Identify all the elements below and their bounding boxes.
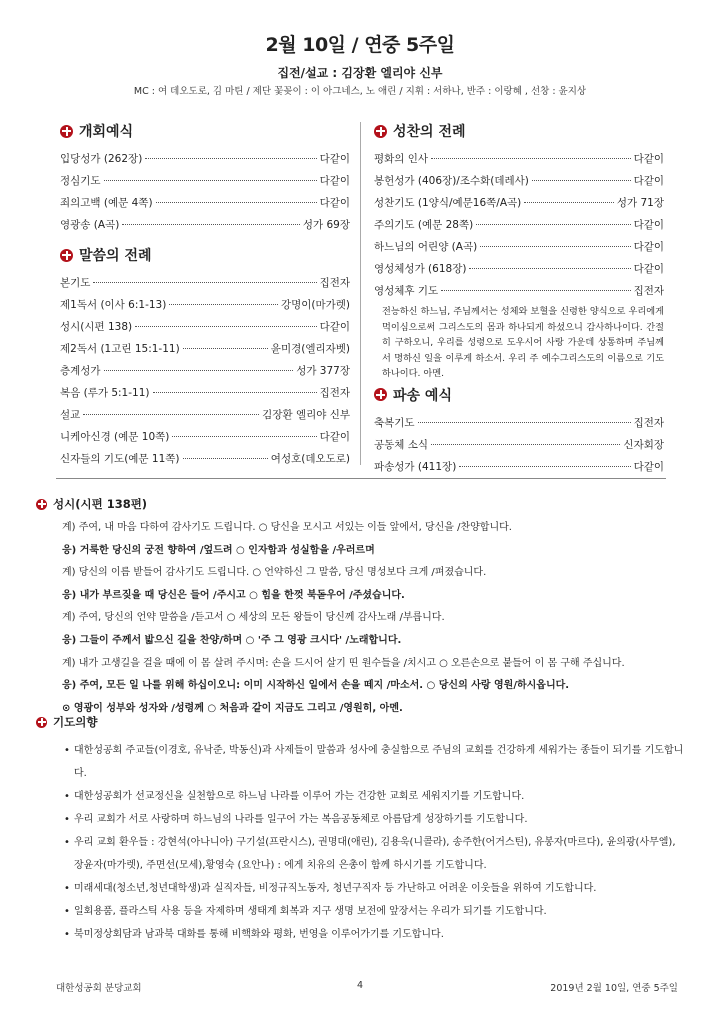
footer-date: 2019년 2월 10일, 연중 5주일	[550, 983, 678, 994]
section-title: 성시(시편 138편)	[53, 497, 148, 511]
cross-icon	[60, 125, 73, 138]
intention-item: • 일회용품, 플라스틱 사용 등을 자제하며 생태계 회복과 지구 생명 보전에 앞장서는 우리가 되기를 기도합니다.	[36, 900, 686, 923]
church-name: 대한성공회 분당교회	[56, 983, 142, 994]
section-title: 말씀의 전례	[79, 248, 152, 264]
column-divider	[360, 122, 361, 465]
order-item: 제1독서 (이사 6:1-13) 강명이(마가렛)	[60, 299, 350, 311]
intention-item: • 북미정상회담과 남과북 대화를 통해 비핵화와 평화, 번영을 이루어가기를 기도합니다.	[36, 923, 686, 946]
psalm-response: 응) 주여, 모든 일 나를 위해 하십이오니: 이미 시작하신 일에서 손을 떼지 /마소서. ○ 당신의 사랑 영원/하시옵니다.	[62, 680, 570, 692]
right-column	[374, 118, 664, 478]
order-item: 복음 (루가 5:1-11) 집전자	[60, 387, 350, 399]
psalm-section	[36, 493, 676, 720]
cross-icon	[36, 499, 47, 510]
intention-item: • 우리 교회가 서로 사랑하며 하느님의 나라를 일구어 가는 복음공동체로 아름답게 성장하기를 기도합니다.	[36, 808, 686, 831]
order-item: 제2독서 (1고린 15:1-11) 윤미경(엘리자벳)	[60, 343, 350, 355]
psalm-doxology: ⊙ 영광이 성부와 성자와 /성령께 ○ 처음과 같이 지금도 그리고 /영원히, 아멘.	[62, 702, 403, 714]
order-item: 정심기도 다같이	[60, 175, 350, 187]
order-item: 영광송 (A곡) 성가 69장	[60, 219, 350, 231]
section-heading-dismissal	[374, 384, 664, 406]
cross-icon	[60, 249, 73, 262]
celebrant-line: 집전/설교 : 김장환 엘리야 신부	[277, 66, 443, 80]
section-heading-psalm	[36, 495, 676, 513]
order-item: 평화의 인사 다같이	[374, 153, 664, 165]
section-heading-intentions	[36, 713, 686, 731]
intention-item: • 우리 교회 환우들 : 강현석(아나니아) 구기설(프란시스), 권명대(애린), 김용욱(니콜라), 송주한(어거스틴), 유봉자(마르다), 윤의광(사무엘), 장윤자(마가렛), 주면선(모세),황영숙 (요안나) : 에게 치유의 은총이 함께 하시기를 기도합니다.	[36, 831, 686, 877]
psalm-response: 응) 내가 부르짖을 때 당신은 들어 /주시고 ○ 힘을 한껏 북돋우어 /주셨습니다.	[62, 589, 405, 601]
psalm-verse: 계) 내가 고생길을 걸을 때에 이 몸 살려 주시며: 손을 드시어 살기 띤 원수들을 /치시고 ○ 오른손으로 붙들어 이 몸 구해 주십니다.	[62, 657, 625, 669]
order-item: 성시(시편 138) 다같이	[60, 321, 350, 333]
order-item: 입당성가 (262장) 다같이	[60, 153, 350, 165]
order-item: 본기도 집전자	[60, 277, 350, 289]
order-item: 주의기도 (예문 28쪽) 다같이	[374, 219, 664, 231]
credits-line: MC : 여 데오도로, 김 마틴 / 제단 꽃꽂이 : 이 아그네스, 노 애린 / 지휘 : 서하나, 반주 : 이랑혜 , 선창 : 윤지상	[133, 86, 587, 97]
order-item: 층계성가 성가 377장	[60, 365, 350, 377]
order-item: 죄의고백 (예문 4쪽) 다같이	[60, 197, 350, 209]
section-heading-opening	[60, 120, 350, 142]
section-heading-word	[60, 244, 350, 266]
order-item: 공동체 소식 신자회장	[374, 438, 664, 451]
section-title: 기도의향	[53, 715, 98, 729]
order-item: 니케아신경 (예문 10쪽) 다같이	[60, 431, 350, 443]
left-column	[60, 118, 350, 470]
intention-item: • 대한성공회가 선교정신을 실천함으로 하느님 나라를 이루어 가는 건강한 교회로 세워지기를 기도합니다.	[36, 785, 686, 808]
cross-icon	[374, 125, 387, 138]
page-title: 2월 10일 / 연중 5주일	[265, 34, 455, 56]
section-heading-eucharist	[374, 120, 664, 142]
cross-icon	[36, 717, 47, 728]
section-title: 파송 예식	[393, 387, 452, 404]
psalm-verse: 계) 주여, 당신의 언약 말씀을 /듣고서 ○ 세상의 모든 왕들이 당신께 감사노래 /부릅니다.	[62, 612, 445, 624]
order-item: 봉헌성가 (406장)/조수화(데레사) 다같이	[374, 175, 664, 187]
section-title: 성찬의 전례	[393, 124, 466, 140]
cross-icon	[374, 388, 387, 401]
psalm-verse: 계) 주여, 내 마음 다하여 감사기도 드립니다. ○ 당신을 모시고 서있는 이들 앞에서, 당신을 /찬양합니다.	[62, 522, 512, 533]
intention-item: • 미래세대(청소년,청년대학생)과 실직자들, 비정규직노동자, 청년구직자 등 가난하고 어려운 이웃들을 위하여 기도합니다.	[36, 877, 686, 900]
section-divider	[56, 478, 666, 479]
order-item: 영성체후 기도 집전자	[374, 285, 664, 297]
psalm-verse: 계) 당신의 이름 받들어 감사기도 드립니다. ○ 언약하신 그 말씀, 당신 명성보다 크게 /펴졌습니다.	[62, 567, 487, 579]
intention-item: • 대한성공회 주교들(이경호, 유낙준, 박동신)과 사제들이 말씀과 성사에 충실함으로 주님의 교회를 건강하게 세워가는 종들이 되기를 기도합니다.	[36, 739, 686, 785]
order-item: 설교 김장환 엘리야 신부	[60, 409, 350, 421]
section-title: 개회예식	[79, 124, 134, 140]
order-item: 영성체성가 (618장) 다같이	[374, 263, 664, 275]
order-item: 하느님의 어린양 (A곡) 다같이	[374, 241, 664, 253]
page-number: 4	[356, 980, 364, 991]
prayer-intentions-section	[36, 711, 686, 946]
post-communion-prayer: 전능하신 하느님, 주님께서는 성체와 보혈을 신령한 양식으로 우리에게 먹이심으로써 그리스도의 몸과 하나되게 하셨으니 감사하나이다. 간절히 구하오니, 우리를 성령으로 도우시어 사랑 가운데 상통하며 주님께서 명하신 일을 이루게 하소서. 우리 주 예수그리스도의 이름으로 기도하나이다. 아멘.	[382, 306, 664, 379]
order-item: 성찬기도 (1양식/예문16쪽/A곡) 성가 71장	[374, 197, 664, 209]
order-item: 파송성가 (411장) 다같이	[374, 460, 664, 473]
psalm-response: 응) 그들이 주께서 밟으신 길을 찬양/하며 ○ '주 그 영광 크시다' /노래합니다.	[62, 634, 402, 646]
order-item: 신자들의 기도(예문 11쪽) 여성호(데오도로)	[60, 453, 350, 465]
order-item: 축복기도 집전자	[374, 416, 664, 429]
psalm-response: 응) 거룩한 당신의 궁전 향하여 /엎드려 ○ 인자함과 성실함을 /우러르며	[62, 544, 375, 556]
